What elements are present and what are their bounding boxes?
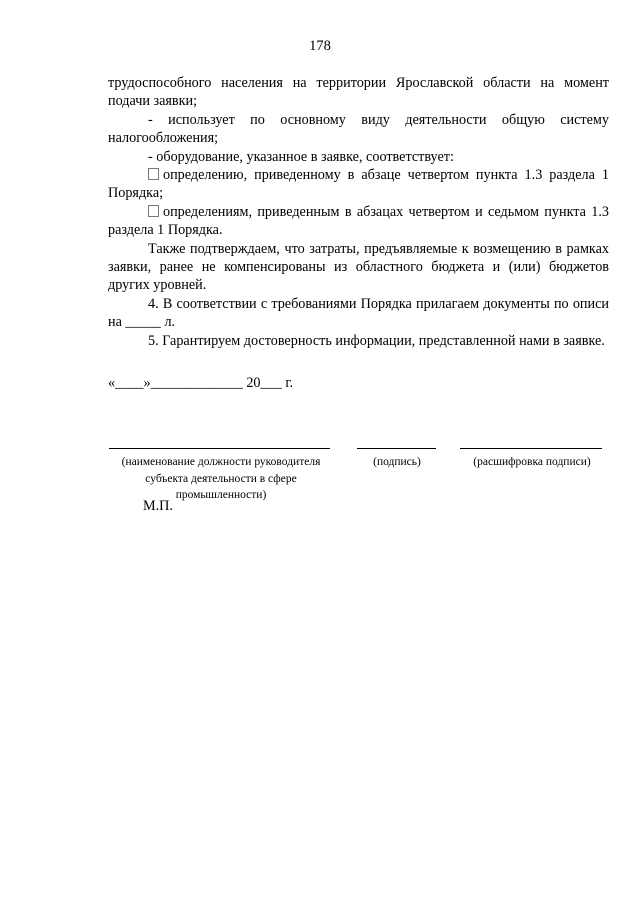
option-definitions-text: определениям, приведенным в абзацах четвертом и седьмом пункта 1.3 раздела 1 Порядка. <box>108 203 609 239</box>
paragraph-attached-documents: 4. В соответствии с требованиями Порядка прилагаем документы по описи на _____ л. <box>108 295 609 331</box>
checkbox-icon[interactable] <box>148 168 159 180</box>
decoding-caption: (расшифровка подписи) <box>473 456 591 468</box>
paragraph-option-definitions <box>108 203 609 240</box>
paragraph-equipment: - оборудование, указанное в заявке, соответствует: <box>148 148 454 165</box>
signature-line <box>357 448 436 449</box>
paragraph-option-definition <box>108 166 609 203</box>
document-body <box>108 74 609 350</box>
decoding-signature-line <box>460 448 602 449</box>
paragraph-population: трудоспособного населения на территории Ярославской области на момент подачи заявки; <box>108 75 609 110</box>
checkbox-icon[interactable] <box>148 205 159 217</box>
signature-caption: (подпись) <box>373 456 421 468</box>
paragraph-guarantee: 5. Гарантируем достоверность информации, представленной нами в заявке. <box>148 332 605 349</box>
position-caption: (наименование должности руководителя субъекта деятельности в сфере промышленности) <box>121 456 321 501</box>
paragraph-tax-system: - использует по основному виду деятельности общую систему налогообложения; <box>108 111 609 147</box>
position-signature-line <box>109 448 330 449</box>
date-line: «____»_____________ 20___ г. <box>108 375 294 391</box>
paragraph-costs-confirmation: Также подтверждаем, что затраты, предъявляемые к возмещению в рамках заявки, ранее не компенсированы из областного бюджета и (или) бюджетов других уровней. <box>108 240 609 294</box>
stamp-label: М.П. <box>143 498 173 514</box>
option-definition-text: определению, приведенному в абзаце четвертом пункта 1.3 раздела 1 Порядка; <box>108 167 609 202</box>
page-number: 178 <box>309 38 331 54</box>
